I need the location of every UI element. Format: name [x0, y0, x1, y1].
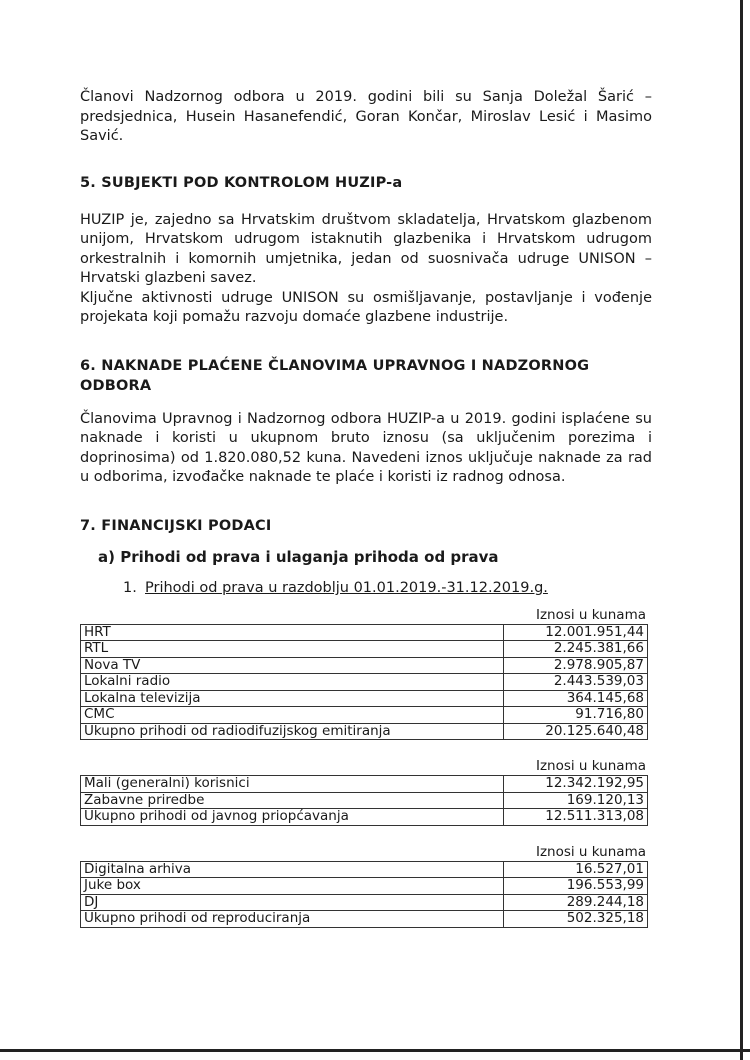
total-label: Ukupno prihodi od javnog priopćavanja	[81, 809, 504, 826]
section-6-paragraph: Članovima Upravnog i Nadzornog odbora HUZIP-a u 2019. godini isplaćene su naknade i koristi u ukupnom bruto iznosu (sa uključenim porezima i doprinosima) od 1.820.080,52 kuna. Navedeni iznos uključuje naknade za rad u odborima, izvođačke naknade te plaće i koristi iz radnog odnosa.	[80, 410, 652, 485]
public-communication-income-table	[80, 775, 648, 826]
list-item-1	[123, 579, 652, 599]
row-label: Lokalni radio	[81, 674, 504, 691]
total-label: Ukupno prihodi od radiodifuzijskog emitiranja	[81, 723, 504, 740]
row-value: 169.120,13	[504, 792, 648, 809]
table-caption: Iznosi u kunama	[535, 606, 646, 623]
section-5-paragraph-2: Ključne aktivnosti udruge UNISON su osmišljavanje, postavljanje i vođenje projekata koji pomažu razvoju domaće glazbene industrije.	[80, 289, 652, 325]
document-body	[80, 88, 652, 928]
page-edge-bottom	[0, 1049, 750, 1052]
row-value: 196.553,99	[504, 878, 648, 895]
row-value: 16.527,01	[504, 861, 648, 878]
section-6-heading: 6. NAKNADE PLAĆENE ČLANOVIMA UPRAVNOG I NADZORNOG ODBORA	[80, 357, 590, 394]
table-row	[81, 657, 648, 674]
table-total-row	[81, 911, 648, 928]
row-label: Nova TV	[81, 657, 504, 674]
intro-paragraph: Članovi Nadzornog odbora u 2019. godini bili su Sanja Doležal Šarić – predsjednica, Husein Hasanefendić, Goran Končar, Miroslav Lesić i Masimo Savić.	[80, 89, 652, 144]
table-total-row	[81, 723, 648, 740]
table-row	[81, 861, 648, 878]
table-row	[81, 878, 648, 895]
row-label: Zabavne priredbe	[81, 792, 504, 809]
page-edge-right	[740, 0, 743, 1060]
table-block-public-communication	[80, 758, 648, 826]
section-7-heading: 7. FINANCIJSKI PODACI	[80, 517, 272, 534]
row-value: 2.245.381,66	[504, 641, 648, 658]
table-row	[81, 776, 648, 793]
table-caption: Iznosi u kunama	[535, 843, 646, 860]
table-row	[81, 674, 648, 691]
row-label: DJ	[81, 894, 504, 911]
total-label: Ukupno prihodi od reproduciranja	[81, 911, 504, 928]
total-value: 502.325,18	[504, 911, 648, 928]
row-label: Digitalna arhiva	[81, 861, 504, 878]
table-caption: Iznosi u kunama	[535, 758, 646, 774]
section-5-paragraph-1: HUZIP je, zajedno sa Hrvatskim društvom skladatelja, Hrvatskom glazbenom unijom, Hrvatskom udrugom istaknutih glazbenika i Hrvatskom udrugom orkestralnih i komornih umjetnika, jedan od suosnivača udruge UNISON – Hrvatski glazbeni savez.	[80, 211, 652, 286]
row-value: 12.001.951,44	[504, 624, 648, 641]
list-item-title: Prihodi od prava u razdoblju 01.01.2019.-31.12.2019.g.	[145, 580, 548, 596]
list-item-number: 1.	[123, 580, 137, 596]
row-label: Mali (generalni) korisnici	[81, 776, 504, 793]
table-row	[81, 624, 648, 641]
row-value: 91.716,80	[504, 707, 648, 724]
table-row	[81, 707, 648, 724]
row-value: 289.244,18	[504, 894, 648, 911]
row-value: 12.342.192,95	[504, 776, 648, 793]
row-label: CMC	[81, 707, 504, 724]
row-label: RTL	[81, 641, 504, 658]
table-row	[81, 641, 648, 658]
row-value: 2.443.539,03	[504, 674, 648, 691]
total-value: 12.511.313,08	[504, 809, 648, 826]
table-row	[81, 690, 648, 707]
row-value: 364.145,68	[504, 690, 648, 707]
table-row	[81, 894, 648, 911]
table-row	[81, 792, 648, 809]
row-label: Juke box	[81, 878, 504, 895]
section-5-heading: 5. SUBJEKTI POD KONTROLOM HUZIP-a	[80, 174, 403, 191]
table-total-row	[81, 809, 648, 826]
section-7a-subheading: a) Prihodi od prava i ulaganja prihoda od prava	[98, 547, 499, 566]
total-value: 20.125.640,48	[504, 723, 648, 740]
broadcasting-income-table	[80, 624, 648, 741]
row-label: Lokalna televizija	[81, 690, 504, 707]
reproduction-income-table	[80, 861, 648, 928]
table-block-reproduction	[80, 844, 648, 928]
row-label: HRT	[81, 624, 504, 641]
table-block-broadcasting	[80, 607, 648, 741]
row-value: 2.978.905,87	[504, 657, 648, 674]
